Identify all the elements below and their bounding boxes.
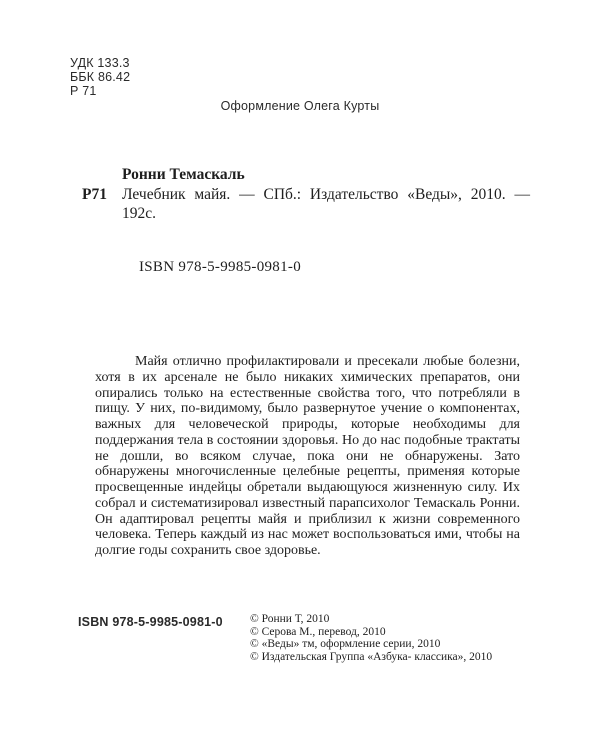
copyright-block: [250, 613, 492, 663]
catalog-entry: [82, 165, 530, 224]
author-sign-code: Р 71: [70, 84, 97, 98]
copyright-line-author: © Ронни Т, 2010: [250, 613, 330, 625]
catalog-code: Р71: [82, 185, 107, 203]
classification-codes: [70, 56, 130, 98]
udk-code: УДК 133.3: [70, 56, 130, 70]
footer-isbn: ISBN 978-5-9985-0981-0: [78, 615, 223, 629]
catalog-reference: [82, 185, 530, 224]
copyright-line-translator: © Серова М., перевод, 2010: [250, 625, 386, 638]
bbk-code: ББК 86.42: [70, 70, 131, 84]
annotation-paragraph: Майя отлично профилактировали и пресекали любые болезни, хотя в их арсенале не было никаких химических препаратов, они опирались только на естественные свойства того, что потребляли в пищу. У них, по-видимому, было развернутое учение о компонентах, важных для человеческой природы, которые необходимы для поддержания тела в состоянии здоровья. Но до нас подобные трактаты не дошли, во всяком случае, пока они не обнаружены. Зато обнаружены многочисленные целебные рецепты, применяя которые просвещенные индейцы обретали выдающуюся жизненную силу. Их собрал и систематизировал известный парапсихолог Темаскаль Ронни. Он адаптировал рецепты майя и приблизил к жизни современного человека. Теперь каждый из нас может воспользоваться ими, чтобы на долгие годы сохранить свое здоровье.: [95, 354, 520, 558]
copyright-line-publisher: © Издательская Группа «Азбука- классика», 2010: [250, 650, 493, 663]
catalog-author: Ронни Темаскаль: [122, 166, 245, 183]
catalog-reference-line1: Лечебник майя. — СПб.: Издательство «Веды», 2010. —: [122, 185, 530, 203]
design-credit: Оформление Олега Курты: [220, 99, 380, 113]
copyright-line-series-design: © «Веды» тм, оформление серии, 2010: [250, 638, 441, 651]
isbn-main: ISBN 978-5-9985-0981-0: [139, 259, 302, 275]
catalog-reference-line2: 192с.: [122, 205, 157, 222]
